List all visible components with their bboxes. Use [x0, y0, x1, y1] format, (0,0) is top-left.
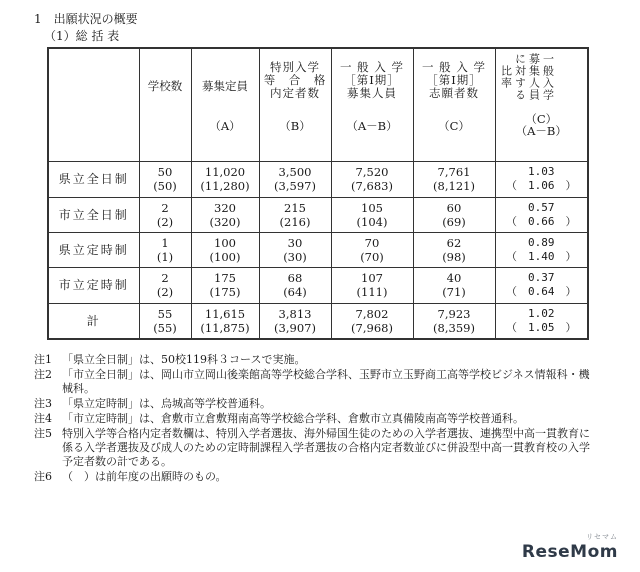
row-category: 市立全日制	[48, 197, 139, 232]
cell-general-previous: (7,683)	[351, 179, 393, 194]
note-text: 「市立全日制」は、岡山市立岡山後楽館高等学校総合学科、玉野市立玉野商工高等学校ビジネス情報科・機械科。	[62, 368, 590, 395]
note-text: （ ）は前年度の出願時のもの。	[62, 470, 227, 483]
cell-ratio-previous: （ 0.66 ）	[506, 214, 577, 228]
cell-schools	[139, 232, 191, 267]
cell-general-previous: (104)	[356, 214, 388, 229]
cell-general-current: 7,802	[355, 306, 389, 321]
cell-ratio	[495, 268, 588, 303]
header-capacity: 募集定員 （A）	[191, 48, 259, 162]
cell-applicants	[413, 232, 495, 267]
table-row	[48, 268, 588, 303]
section-title: 1 出願状況の概要	[34, 12, 138, 26]
header-applicants: 一 般 入 学 ［第Ⅰ期］ 志願者数 （C）	[413, 48, 495, 162]
cell-capacity	[191, 197, 259, 232]
table-row	[48, 197, 588, 232]
cell-special	[259, 197, 331, 232]
note-item	[34, 368, 594, 396]
note-label: 注5	[34, 427, 52, 440]
cell-special-current: 3,813	[278, 306, 312, 321]
cell-special-current: 3,500	[278, 165, 312, 180]
note-label: 注1	[34, 353, 52, 366]
cell-ratio-previous: （ 1.40 ）	[506, 250, 577, 264]
ratio-vertical-label: 一般入学 募集人員 に対する 比率	[499, 53, 555, 101]
cell-capacity-current: 320	[214, 200, 236, 215]
note-label: 注4	[34, 412, 52, 425]
cell-schools-previous: (2)	[156, 214, 174, 229]
cell-applicants	[413, 268, 495, 303]
cell-schools-previous: (1)	[156, 250, 174, 265]
cell-ratio	[495, 303, 588, 339]
cell-ratio	[495, 232, 588, 267]
cell-capacity	[191, 232, 259, 267]
cell-general	[331, 303, 413, 339]
cell-ratio-previous: （ 0.64 ）	[506, 285, 577, 299]
cell-general-current: 105	[361, 200, 383, 215]
cell-applicants-previous: (69)	[442, 214, 466, 229]
cell-schools-current: 55	[157, 306, 173, 321]
note-item	[34, 412, 594, 426]
cell-applicants-current: 7,761	[437, 165, 471, 180]
cell-general-current: 7,520	[355, 165, 389, 180]
note-text: 「市立定時制」は、倉敷市立倉敷翔南高等学校総合学科、倉敷市立真備陵南高等学校普通科。	[62, 412, 524, 425]
cell-capacity	[191, 303, 259, 339]
note-text: 「県立全日制」は、50校119科３コースで実施。	[62, 353, 306, 366]
cell-applicants-previous: (98)	[442, 250, 466, 265]
table-header-row	[48, 48, 588, 162]
cell-schools-current: 2	[161, 200, 169, 215]
cell-applicants-current: 60	[446, 200, 462, 215]
resemom-logo: リセマム ReseMom	[521, 533, 618, 562]
row-category: 県立全日制	[48, 162, 139, 197]
cell-capacity-current: 100	[214, 236, 236, 251]
cell-capacity-previous: (320)	[209, 214, 241, 229]
cell-schools	[139, 303, 191, 339]
cell-special-current: 215	[284, 200, 306, 215]
note-label: 注2	[34, 368, 52, 381]
note-item	[34, 427, 594, 469]
notes	[34, 353, 594, 485]
section-subtitle: （1）総 括 表	[44, 29, 120, 43]
cell-applicants	[413, 162, 495, 197]
cell-schools-previous: (50)	[153, 179, 177, 194]
cell-applicants-previous: (8,359)	[433, 320, 475, 335]
cell-ratio-current: 0.89	[528, 236, 555, 250]
cell-general	[331, 197, 413, 232]
cell-special-previous: (216)	[279, 214, 311, 229]
cell-general-current: 70	[364, 236, 380, 251]
cell-special-current: 30	[287, 236, 303, 251]
cell-applicants-previous: (71)	[442, 285, 466, 300]
cell-capacity	[191, 162, 259, 197]
cell-schools-current: 2	[161, 271, 169, 286]
cell-applicants-current: 40	[446, 271, 462, 286]
cell-special-previous: (64)	[283, 285, 307, 300]
header-schools: 学校数	[139, 48, 191, 162]
cell-capacity-previous: (175)	[209, 285, 241, 300]
cell-applicants-previous: (8,121)	[433, 179, 475, 194]
cell-general	[331, 232, 413, 267]
note-item	[34, 353, 594, 367]
cell-general-previous: (70)	[360, 250, 384, 265]
cell-general	[331, 268, 413, 303]
cell-capacity-current: 11,615	[204, 306, 246, 321]
cell-applicants	[413, 303, 495, 339]
cell-special	[259, 232, 331, 267]
cell-capacity	[191, 268, 259, 303]
header-empty-cell	[48, 48, 139, 162]
summary-table	[47, 47, 589, 340]
cell-special-previous: (30)	[283, 250, 307, 265]
cell-special	[259, 268, 331, 303]
cell-ratio-current: 1.03	[528, 165, 555, 179]
cell-general-previous: (7,968)	[351, 320, 393, 335]
note-text: 「県立定時制」は、烏城高等学校普通科。	[62, 397, 271, 410]
cell-general-current: 107	[361, 271, 383, 286]
cell-general	[331, 162, 413, 197]
row-category: 市立定時制	[48, 268, 139, 303]
cell-capacity-previous: (100)	[209, 250, 241, 265]
cell-capacity-previous: (11,875)	[200, 320, 250, 335]
cell-special-previous: (3,907)	[274, 320, 316, 335]
cell-ratio	[495, 162, 588, 197]
row-category: 計	[48, 303, 139, 339]
note-text: 特別入学等合格内定者数欄は、特別入学者選抜、海外帰国生徒のための入学者選抜、連携型中高一貫教育に係る入学者選抜及び成人のための定時制課程入学者選抜の合格内定者数並びに併設型中高一貫教育校の入学予定者数の計である。	[62, 427, 590, 468]
cell-special	[259, 303, 331, 339]
cell-ratio-current: 0.57	[528, 200, 555, 214]
cell-ratio	[495, 197, 588, 232]
cell-applicants-current: 62	[446, 236, 462, 251]
cell-schools-previous: (2)	[156, 285, 174, 300]
cell-schools-previous: (55)	[153, 320, 177, 335]
cell-special-current: 68	[287, 271, 303, 286]
note-label: 注6	[34, 470, 52, 483]
cell-schools-current: 1	[161, 236, 169, 251]
cell-special-previous: (3,597)	[274, 179, 316, 194]
cell-applicants	[413, 197, 495, 232]
note-item	[34, 470, 594, 484]
table-row	[48, 303, 588, 339]
cell-general-previous: (111)	[356, 285, 388, 300]
header-special: 特別入学 等 合 格 内定者数 （B）	[259, 48, 331, 162]
cell-ratio-current: 0.37	[528, 271, 555, 285]
cell-schools	[139, 268, 191, 303]
cell-capacity-current: 175	[214, 271, 236, 286]
cell-special	[259, 162, 331, 197]
cell-capacity-current: 11,020	[204, 165, 246, 180]
row-category: 県立定時制	[48, 232, 139, 267]
cell-applicants-current: 7,923	[437, 306, 471, 321]
header-ratio: 一般入学 募集人員 に対する 比率 （C） （A－B）	[495, 48, 588, 162]
cell-ratio-previous: （ 1.05 ）	[506, 320, 577, 334]
header-general-capacity: 一 般 入 学 ［第Ⅰ期］ 募集人員 （A－B）	[331, 48, 413, 162]
table-row	[48, 232, 588, 267]
note-item	[34, 397, 594, 411]
cell-schools	[139, 162, 191, 197]
cell-ratio-previous: （ 1.06 ）	[506, 179, 577, 193]
table-row	[48, 162, 588, 197]
note-label: 注3	[34, 397, 52, 410]
cell-schools	[139, 197, 191, 232]
cell-schools-current: 50	[157, 165, 173, 180]
cell-capacity-previous: (11,280)	[200, 179, 250, 194]
cell-ratio-current: 1.02	[528, 306, 555, 320]
